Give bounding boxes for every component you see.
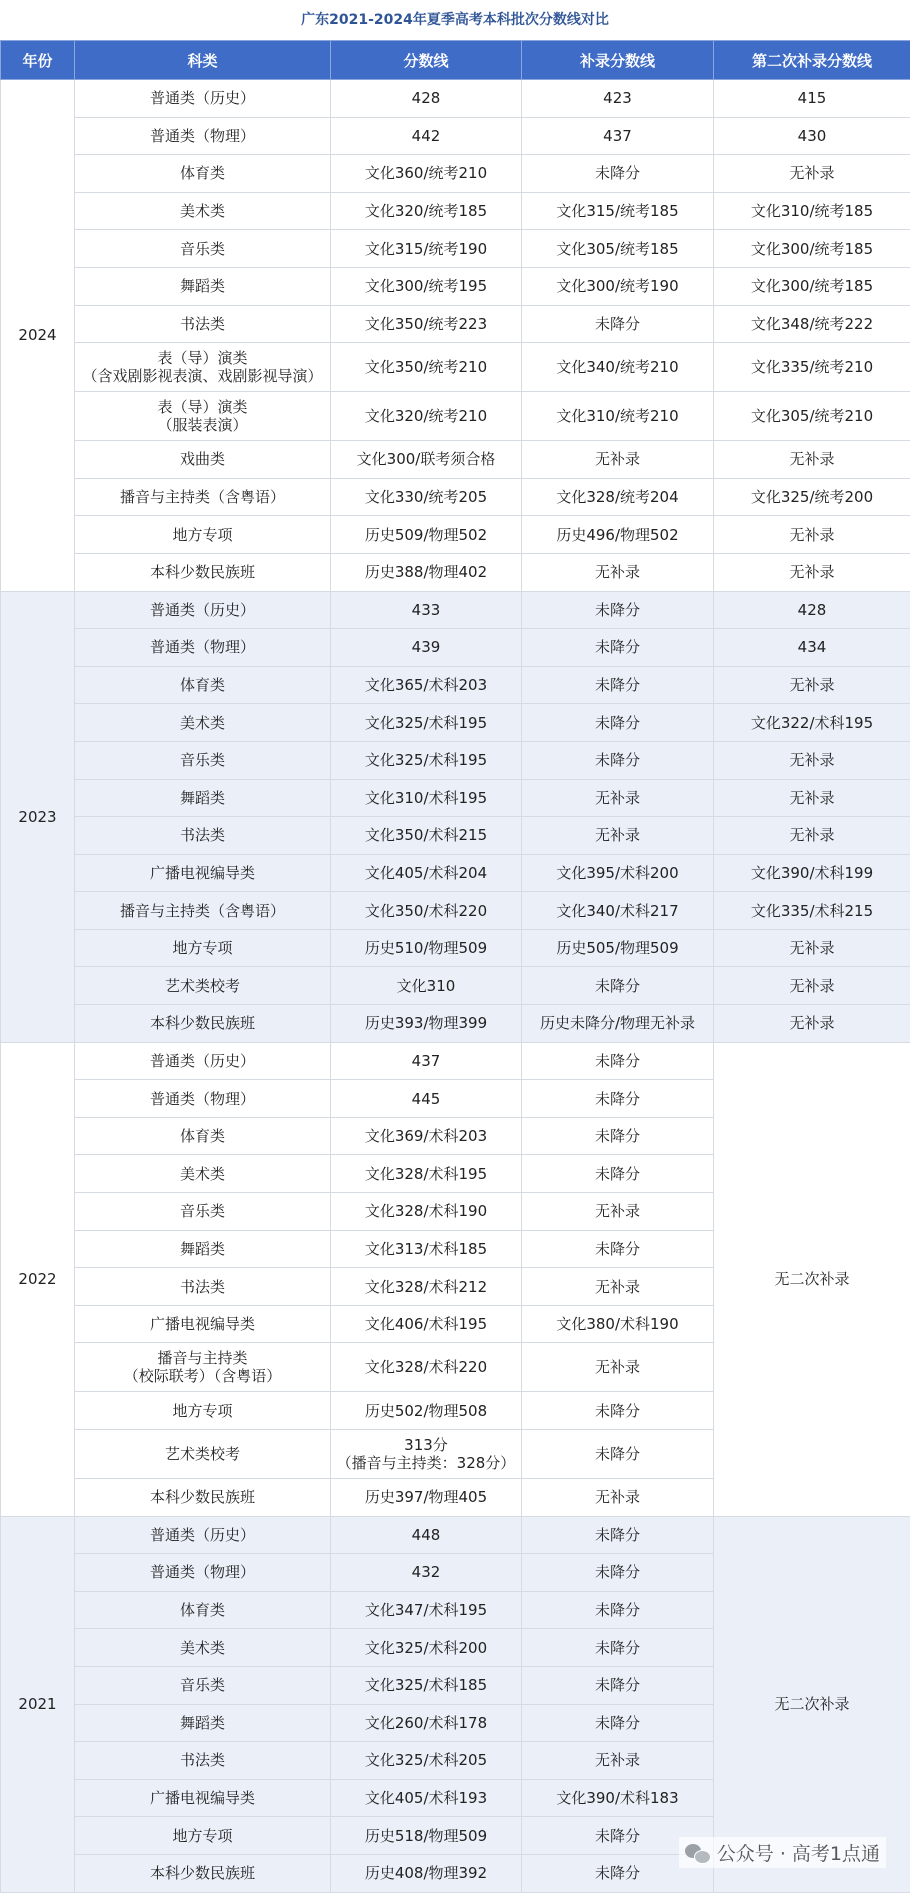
table-row bbox=[1, 441, 910, 479]
category-cell: 普通类（物理） bbox=[75, 629, 331, 667]
year-cell: 2024 bbox=[1, 80, 75, 592]
table-row bbox=[1, 1042, 910, 1080]
header-second-supplementary: 第二次补录分数线 bbox=[714, 41, 910, 80]
second-supplementary-cell: 无补录 bbox=[714, 817, 910, 855]
table-row bbox=[1, 553, 910, 591]
table-row bbox=[1, 779, 910, 817]
supplementary-cell: 未降分 bbox=[522, 1817, 714, 1855]
supplementary-cell: 未降分 bbox=[522, 1629, 714, 1667]
second-supplementary-cell: 430 bbox=[714, 117, 910, 155]
category-cell: 本科少数民族班 bbox=[75, 1005, 331, 1043]
table-row bbox=[1, 591, 910, 629]
category-cell: 书法类 bbox=[75, 1268, 331, 1306]
table-row bbox=[1, 629, 910, 667]
category-cell bbox=[75, 1343, 331, 1392]
second-supplementary-cell: 文化305/统考210 bbox=[714, 392, 910, 441]
header-category: 科类 bbox=[75, 41, 331, 80]
category-cell: 普通类（物理） bbox=[75, 1554, 331, 1592]
table-row bbox=[1, 392, 910, 441]
category-cell: 书法类 bbox=[75, 305, 331, 343]
category-cell: 播音与主持类（含粤语） bbox=[75, 478, 331, 516]
table-row bbox=[1, 305, 910, 343]
score-cell: 文化350/统考223 bbox=[331, 305, 522, 343]
score-cell: 432 bbox=[331, 1554, 522, 1592]
score-cell: 历史510/物理509 bbox=[331, 929, 522, 967]
score-cell: 文化325/术科195 bbox=[331, 704, 522, 742]
category-cell: 音乐类 bbox=[75, 741, 331, 779]
supplementary-cell: 文化328/统考204 bbox=[522, 478, 714, 516]
score-cell: 文化405/术科204 bbox=[331, 854, 522, 892]
year-group-2022 bbox=[1, 1042, 910, 1516]
score-cell: 442 bbox=[331, 117, 522, 155]
category-cell: 戏曲类 bbox=[75, 441, 331, 479]
second-supplementary-cell: 无二次补录 bbox=[714, 1516, 910, 1892]
table-row bbox=[1, 230, 910, 268]
table-row bbox=[1, 967, 910, 1005]
supplementary-cell: 未降分 bbox=[522, 305, 714, 343]
score-cell: 433 bbox=[331, 591, 522, 629]
score-cell: 文化325/术科185 bbox=[331, 1666, 522, 1704]
category-cell: 舞蹈类 bbox=[75, 779, 331, 817]
supplementary-cell: 未降分 bbox=[522, 1554, 714, 1592]
score-table bbox=[0, 40, 910, 1893]
score-cell: 文化369/术科203 bbox=[331, 1117, 522, 1155]
supplementary-cell: 未降分 bbox=[522, 1430, 714, 1479]
second-supplementary-cell: 文化348/统考222 bbox=[714, 305, 910, 343]
watermark bbox=[679, 1837, 886, 1868]
second-supplementary-cell: 无补录 bbox=[714, 741, 910, 779]
supplementary-cell: 未降分 bbox=[522, 1117, 714, 1155]
second-supplementary-cell: 文化335/术科215 bbox=[714, 892, 910, 930]
second-supplementary-cell: 文化390/术科199 bbox=[714, 854, 910, 892]
score-cell: 文化325/术科205 bbox=[331, 1742, 522, 1780]
second-supplementary-cell: 文化322/术科195 bbox=[714, 704, 910, 742]
score-main: 313分 bbox=[333, 1436, 519, 1454]
category-cell: 音乐类 bbox=[75, 230, 331, 268]
score-cell: 历史502/物理508 bbox=[331, 1392, 522, 1430]
supplementary-cell: 未降分 bbox=[522, 1392, 714, 1430]
header-year: 年份 bbox=[1, 41, 75, 80]
table-row bbox=[1, 267, 910, 305]
score-cell: 文化328/术科195 bbox=[331, 1155, 522, 1193]
category-cell: 体育类 bbox=[75, 1591, 331, 1629]
score-cell: 文化325/术科195 bbox=[331, 741, 522, 779]
supplementary-cell: 未降分 bbox=[522, 1516, 714, 1554]
category-cell: 普通类（历史） bbox=[75, 1516, 331, 1554]
category-cell: 普通类（物理） bbox=[75, 1080, 331, 1118]
score-cell bbox=[331, 1430, 522, 1479]
score-cell: 文化320/统考185 bbox=[331, 192, 522, 230]
score-cell: 文化328/术科212 bbox=[331, 1268, 522, 1306]
supplementary-cell: 历史496/物理502 bbox=[522, 516, 714, 554]
category-cell: 本科少数民族班 bbox=[75, 1854, 331, 1892]
score-cell: 文化310 bbox=[331, 967, 522, 1005]
score-cell: 文化405/术科193 bbox=[331, 1779, 522, 1817]
score-cell: 445 bbox=[331, 1080, 522, 1118]
supplementary-cell: 无补录 bbox=[522, 441, 714, 479]
table-row bbox=[1, 117, 910, 155]
supplementary-cell: 未降分 bbox=[522, 967, 714, 1005]
category-cell: 美术类 bbox=[75, 1155, 331, 1193]
supplementary-cell: 文化305/统考185 bbox=[522, 230, 714, 268]
category-cell: 舞蹈类 bbox=[75, 1230, 331, 1268]
second-supplementary-cell: 415 bbox=[714, 80, 910, 118]
category-cell: 本科少数民族班 bbox=[75, 553, 331, 591]
second-supplementary-cell: 无补录 bbox=[714, 1005, 910, 1043]
category-cell: 普通类（历史） bbox=[75, 591, 331, 629]
supplementary-cell: 未降分 bbox=[522, 1591, 714, 1629]
supplementary-cell: 未降分 bbox=[522, 1155, 714, 1193]
table-row bbox=[1, 892, 910, 930]
category-cell: 播音与主持类（含粤语） bbox=[75, 892, 331, 930]
table-row bbox=[1, 741, 910, 779]
score-cell: 437 bbox=[331, 1042, 522, 1080]
category-cell: 书法类 bbox=[75, 817, 331, 855]
category-cell: 地方专项 bbox=[75, 929, 331, 967]
table-row bbox=[1, 817, 910, 855]
second-supplementary-cell: 文化300/统考185 bbox=[714, 267, 910, 305]
second-supplementary-cell: 无补录 bbox=[714, 441, 910, 479]
table-row bbox=[1, 516, 910, 554]
year-group-2021 bbox=[1, 1516, 910, 1892]
category-main: 播音与主持类 bbox=[77, 1349, 328, 1367]
category-cell bbox=[75, 392, 331, 441]
second-supplementary-cell: 无补录 bbox=[714, 516, 910, 554]
category-cell: 舞蹈类 bbox=[75, 1704, 331, 1742]
second-supplementary-cell: 无补录 bbox=[714, 779, 910, 817]
second-supplementary-cell: 文化300/统考185 bbox=[714, 230, 910, 268]
supplementary-cell: 文化340/统考210 bbox=[522, 343, 714, 392]
supplementary-cell: 无补录 bbox=[522, 817, 714, 855]
table-row bbox=[1, 704, 910, 742]
score-cell: 文化360/统考210 bbox=[331, 155, 522, 193]
category-main: 表（导）演类 bbox=[77, 349, 328, 367]
supplementary-cell: 文化310/统考210 bbox=[522, 392, 714, 441]
score-cell: 文化328/术科220 bbox=[331, 1343, 522, 1392]
second-supplementary-cell: 文化310/统考185 bbox=[714, 192, 910, 230]
score-cell: 历史388/物理402 bbox=[331, 553, 522, 591]
header-score: 分数线 bbox=[331, 41, 522, 80]
year-group-2024 bbox=[1, 80, 910, 592]
category-cell: 体育类 bbox=[75, 666, 331, 704]
category-cell: 广播电视编导类 bbox=[75, 1779, 331, 1817]
supplementary-cell: 无补录 bbox=[522, 553, 714, 591]
table-row bbox=[1, 666, 910, 704]
supplementary-cell: 无补录 bbox=[522, 1343, 714, 1392]
second-supplementary-cell: 无补录 bbox=[714, 929, 910, 967]
category-cell: 普通类（历史） bbox=[75, 1042, 331, 1080]
category-cell: 音乐类 bbox=[75, 1193, 331, 1231]
score-cell: 文化315/统考190 bbox=[331, 230, 522, 268]
category-main: 表（导）演类 bbox=[77, 398, 328, 416]
score-cell: 历史518/物理509 bbox=[331, 1817, 522, 1855]
second-supplementary-cell: 文化325/统考200 bbox=[714, 478, 910, 516]
category-cell: 书法类 bbox=[75, 1742, 331, 1780]
score-cell: 448 bbox=[331, 1516, 522, 1554]
score-cell: 文化350/术科215 bbox=[331, 817, 522, 855]
wechat-icon bbox=[685, 1842, 711, 1864]
supplementary-cell: 文化340/术科217 bbox=[522, 892, 714, 930]
year-cell: 2021 bbox=[1, 1516, 75, 1892]
category-sub: （校际联考）（含粤语） bbox=[77, 1367, 328, 1385]
supplementary-cell: 未降分 bbox=[522, 704, 714, 742]
supplementary-cell: 未降分 bbox=[522, 1230, 714, 1268]
category-cell: 体育类 bbox=[75, 155, 331, 193]
table-row bbox=[1, 1005, 910, 1043]
supplementary-cell: 未降分 bbox=[522, 155, 714, 193]
supplementary-cell: 未降分 bbox=[522, 1080, 714, 1118]
category-cell: 艺术类校考 bbox=[75, 1430, 331, 1479]
supplementary-cell: 历史未降分/物理无补录 bbox=[522, 1005, 714, 1043]
supplementary-cell: 未降分 bbox=[522, 1042, 714, 1080]
table-row bbox=[1, 929, 910, 967]
score-cell: 文化350/统考210 bbox=[331, 343, 522, 392]
second-supplementary-cell: 无补录 bbox=[714, 967, 910, 1005]
supplementary-cell: 无补录 bbox=[522, 1742, 714, 1780]
score-cell: 文化300/统考195 bbox=[331, 267, 522, 305]
supplementary-cell: 无补录 bbox=[522, 1479, 714, 1517]
supplementary-cell: 未降分 bbox=[522, 1666, 714, 1704]
score-cell: 历史408/物理392 bbox=[331, 1854, 522, 1892]
score-cell: 439 bbox=[331, 629, 522, 667]
supplementary-cell: 未降分 bbox=[522, 1704, 714, 1742]
second-supplementary-cell: 文化335/统考210 bbox=[714, 343, 910, 392]
watermark-text: 公众号 · 高考1点通 bbox=[717, 1839, 880, 1866]
second-supplementary-cell: 无补录 bbox=[714, 155, 910, 193]
score-cell: 文化350/术科220 bbox=[331, 892, 522, 930]
category-cell: 美术类 bbox=[75, 192, 331, 230]
table-row bbox=[1, 478, 910, 516]
table-row bbox=[1, 1516, 910, 1554]
score-cell: 历史397/物理405 bbox=[331, 1479, 522, 1517]
supplementary-cell: 未降分 bbox=[522, 591, 714, 629]
supplementary-cell: 文化395/术科200 bbox=[522, 854, 714, 892]
table-header bbox=[1, 41, 910, 80]
category-cell: 艺术类校考 bbox=[75, 967, 331, 1005]
score-cell: 文化325/术科200 bbox=[331, 1629, 522, 1667]
supplementary-cell: 文化315/统考185 bbox=[522, 192, 714, 230]
category-sub: （服装表演） bbox=[77, 416, 328, 434]
second-supplementary-cell: 434 bbox=[714, 629, 910, 667]
category-cell: 本科少数民族班 bbox=[75, 1479, 331, 1517]
category-cell: 广播电视编导类 bbox=[75, 1305, 331, 1343]
score-cell: 文化406/术科195 bbox=[331, 1305, 522, 1343]
category-sub: （含戏剧影视表演、戏剧影视导演） bbox=[77, 367, 328, 385]
score-cell: 文化328/术科190 bbox=[331, 1193, 522, 1231]
year-cell: 2022 bbox=[1, 1042, 75, 1516]
score-cell: 历史393/物理399 bbox=[331, 1005, 522, 1043]
supplementary-cell: 无补录 bbox=[522, 1193, 714, 1231]
score-cell: 历史509/物理502 bbox=[331, 516, 522, 554]
category-cell: 美术类 bbox=[75, 704, 331, 742]
category-cell: 舞蹈类 bbox=[75, 267, 331, 305]
category-cell: 美术类 bbox=[75, 1629, 331, 1667]
page-title: 广东2021-2024年夏季高考本科批次分数线对比 bbox=[0, 0, 910, 40]
score-cell: 文化330/统考205 bbox=[331, 478, 522, 516]
category-cell bbox=[75, 343, 331, 392]
category-cell: 地方专项 bbox=[75, 516, 331, 554]
supplementary-cell: 437 bbox=[522, 117, 714, 155]
score-cell: 文化300/联考须合格 bbox=[331, 441, 522, 479]
supplementary-cell: 文化390/术科183 bbox=[522, 1779, 714, 1817]
table-row bbox=[1, 192, 910, 230]
category-cell: 体育类 bbox=[75, 1117, 331, 1155]
supplementary-cell: 未降分 bbox=[522, 1854, 714, 1892]
supplementary-cell: 文化380/术科190 bbox=[522, 1305, 714, 1343]
score-sub: （播音与主持类：328分） bbox=[333, 1454, 519, 1472]
supplementary-cell: 未降分 bbox=[522, 666, 714, 704]
second-supplementary-cell: 无二次补录 bbox=[714, 1042, 910, 1516]
second-supplementary-cell: 无补录 bbox=[714, 666, 910, 704]
supplementary-cell: 无补录 bbox=[522, 1268, 714, 1306]
table-row bbox=[1, 343, 910, 392]
score-cell: 文化260/术科178 bbox=[331, 1704, 522, 1742]
score-cell: 文化365/术科203 bbox=[331, 666, 522, 704]
category-cell: 音乐类 bbox=[75, 1666, 331, 1704]
table-row bbox=[1, 854, 910, 892]
score-cell: 文化313/术科185 bbox=[331, 1230, 522, 1268]
category-cell: 地方专项 bbox=[75, 1392, 331, 1430]
year-cell: 2023 bbox=[1, 591, 75, 1042]
score-cell: 428 bbox=[331, 80, 522, 118]
table-row bbox=[1, 80, 910, 118]
supplementary-cell: 无补录 bbox=[522, 779, 714, 817]
supplementary-cell: 未降分 bbox=[522, 741, 714, 779]
supplementary-cell: 文化300/统考190 bbox=[522, 267, 714, 305]
score-cell: 文化310/术科195 bbox=[331, 779, 522, 817]
supplementary-cell: 未降分 bbox=[522, 629, 714, 667]
second-supplementary-cell: 428 bbox=[714, 591, 910, 629]
category-cell: 广播电视编导类 bbox=[75, 854, 331, 892]
second-supplementary-cell: 无补录 bbox=[714, 553, 910, 591]
score-cell: 文化347/术科195 bbox=[331, 1591, 522, 1629]
category-cell: 地方专项 bbox=[75, 1817, 331, 1855]
supplementary-cell: 423 bbox=[522, 80, 714, 118]
table-row bbox=[1, 155, 910, 193]
category-cell: 普通类（物理） bbox=[75, 117, 331, 155]
year-group-2023 bbox=[1, 591, 910, 1042]
category-cell: 普通类（历史） bbox=[75, 80, 331, 118]
header-supplementary: 补录分数线 bbox=[522, 41, 714, 80]
score-cell: 文化320/统考210 bbox=[331, 392, 522, 441]
supplementary-cell: 历史505/物理509 bbox=[522, 929, 714, 967]
